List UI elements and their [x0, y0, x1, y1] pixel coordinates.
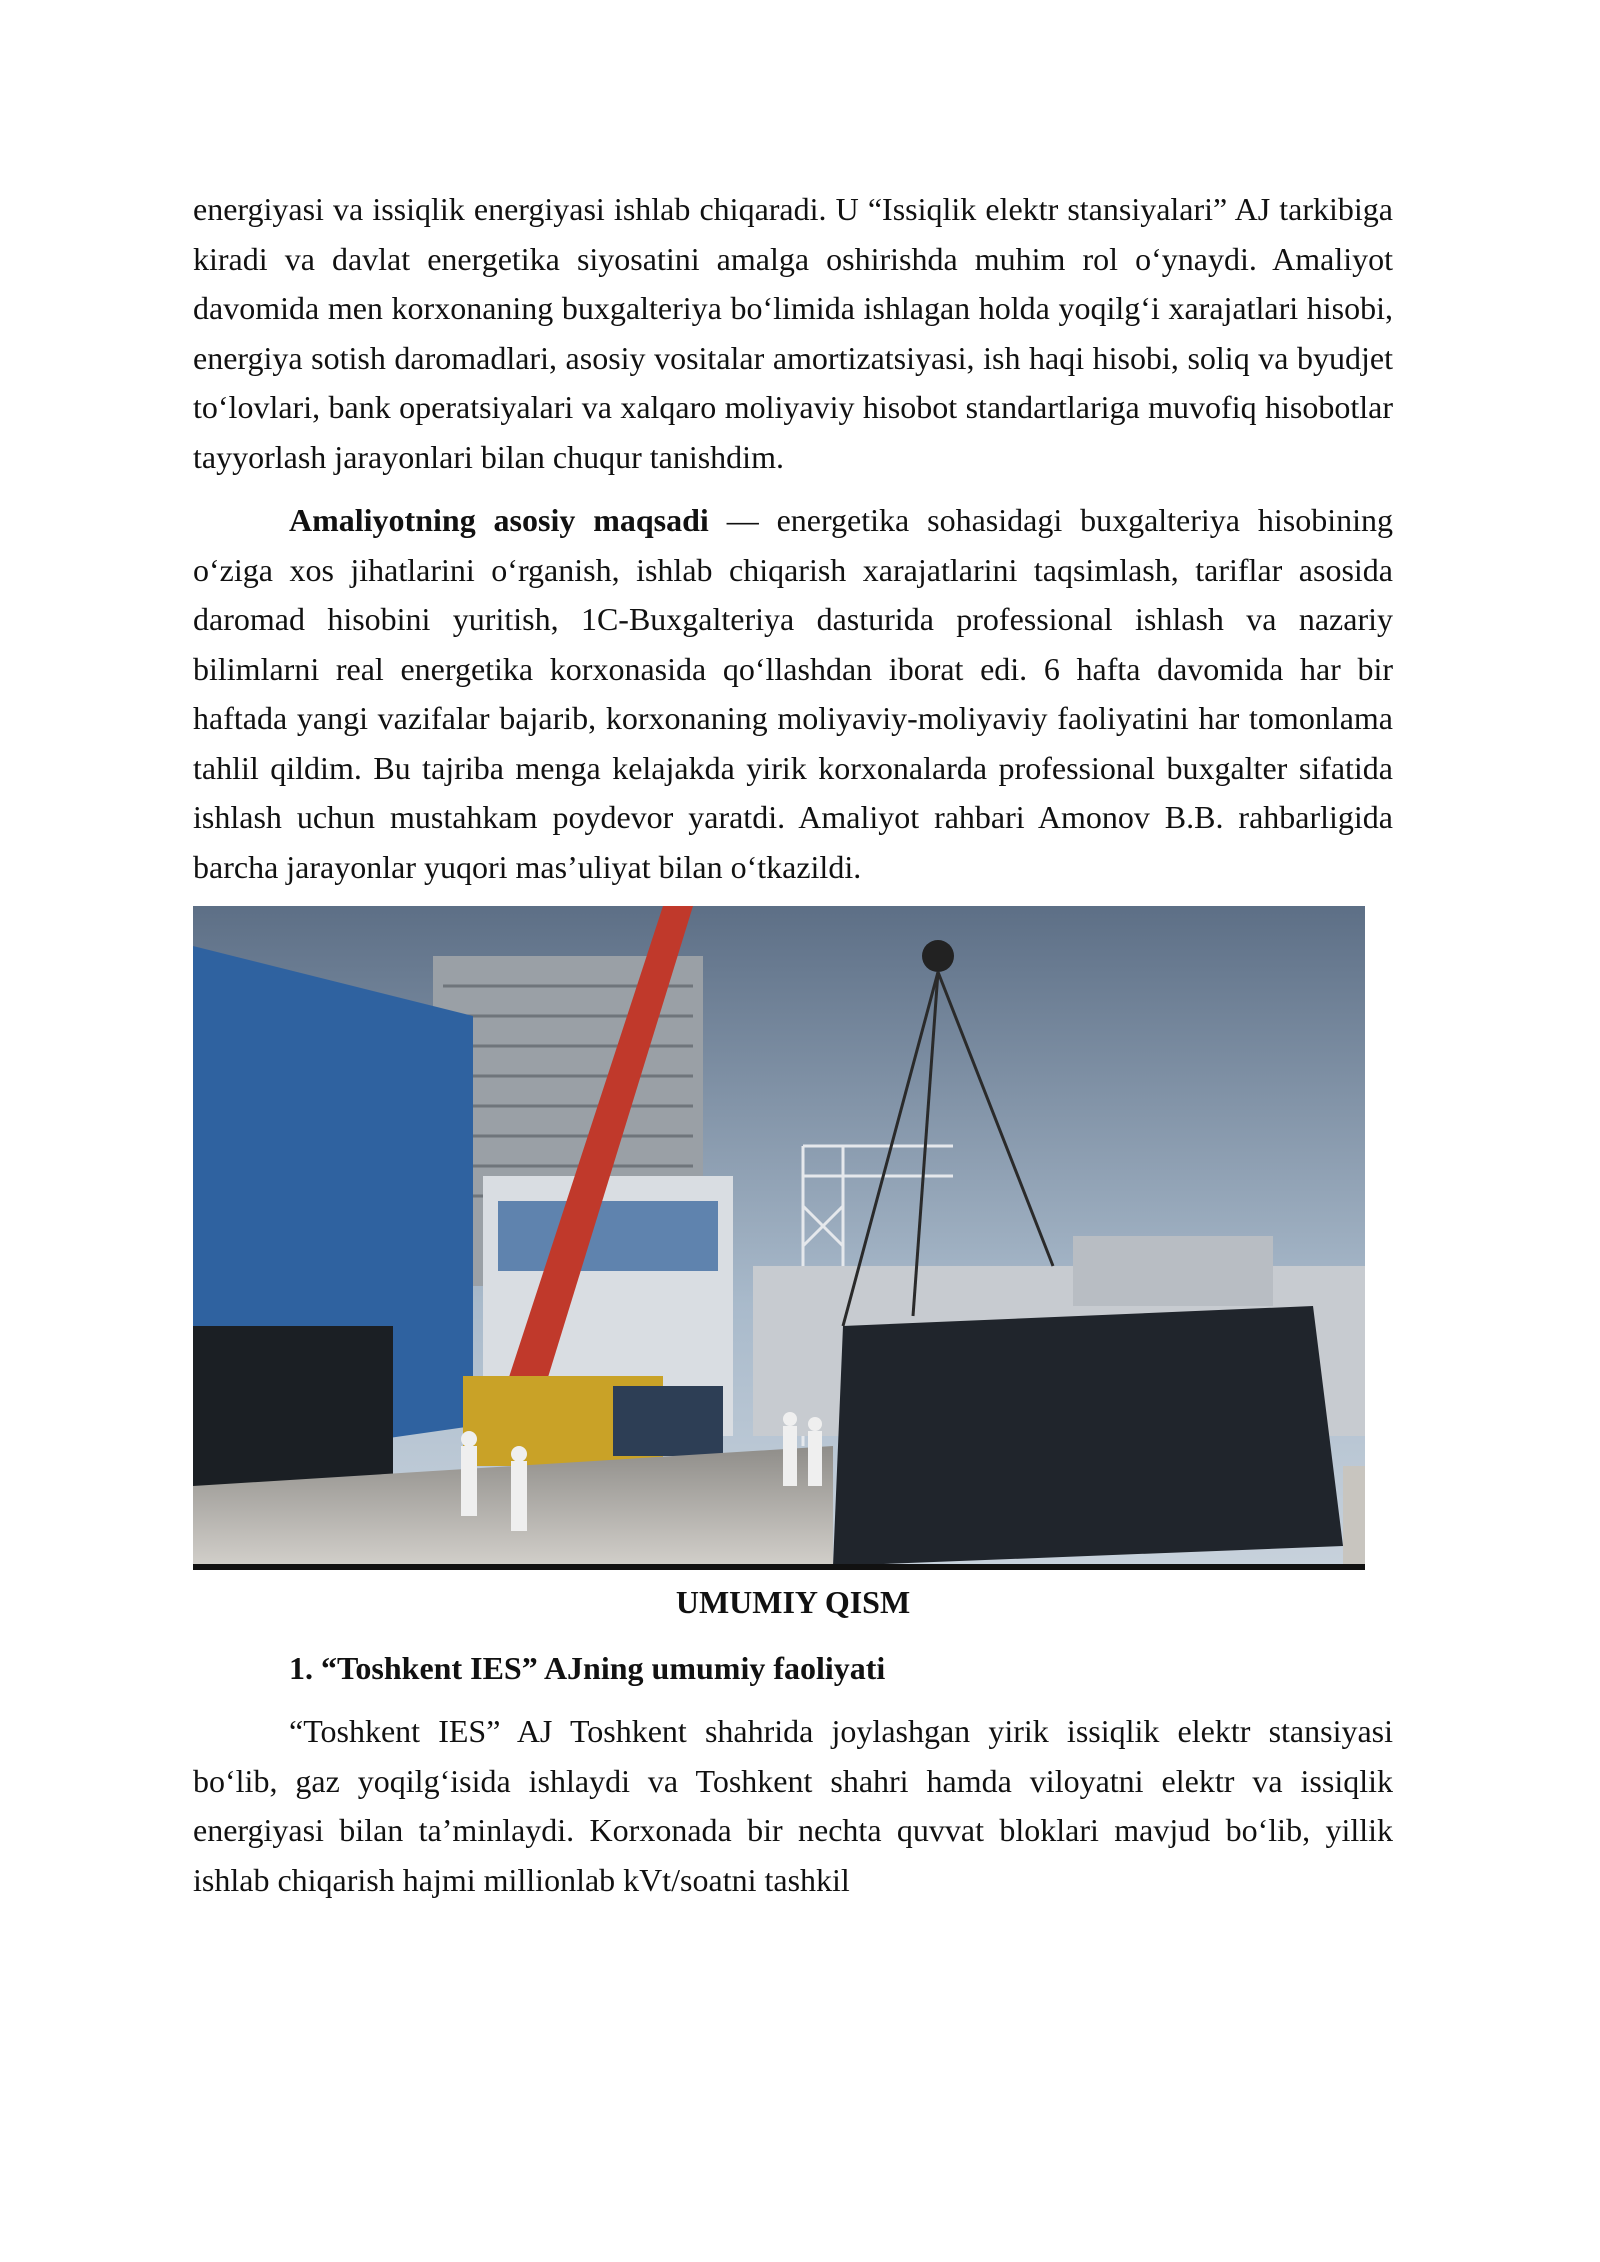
goal-lead-bold: Amaliyotning asosiy maqsadi	[289, 502, 709, 538]
dark-panel	[833, 1306, 1343, 1566]
photo-illustration	[193, 906, 1365, 1570]
section-heading: UMUMIY QISM	[675, 1584, 911, 1620]
paragraph-intro: energiyasi va issiqlik energiyasi ishlab chiqaradi. U “Issiqlik elektr stansiyalari” AJ tarkibiga kiradi va davlat energetika siyosatini amalga oshirishda muhim rol o‘ynaydi. Amaliyot davomida men korxonaning buxgalteriya bo‘limida ishlagan holda yoqilg‘i xarajatlari hisobi, energiya sotish daromadlari, asosiy vositalar amortizatsiyasi, ish haqi hisobi, soliq va byudjet to‘lovlari, bank operatsiyalari va xalqaro moliyaviy hisobot standartlariga muvofiq hisobotlar tayyorlash jarayonlari bilan chuqur tanishdim.	[193, 191, 1393, 475]
document-page	[193, 185, 1393, 1905]
building-sign	[498, 1201, 718, 1271]
subsection-heading: 1. “Toshkent IES” AJning umumiy faoliyati	[289, 1649, 886, 1686]
power-plant-photo	[193, 906, 1365, 1570]
garage-door	[193, 1326, 393, 1486]
photo-border	[193, 1564, 1365, 1570]
goal-text: — energetika sohasidagi buxgalteriya hisobining o‘ziga xos jihatlarini o‘rganish, ishlab chiqarish xarajatlarini taqsimlash, tariflar asosida daromad hisobini yuritish, 1C-Buxgalteriya dasturida professional ishlash va nazariy bilimlarni real energetika korxonasida qo‘llashdan iborat edi. 6 hafta davomida har bir haftada yangi vazifalar bajarib, korxonaning moliyaviy-moliyaviy faoliyatini har tomonlama tahlil qildim. Bu tajriba menga kelajakda yirik korxonalarda professional buxgalter sifatida ishlash uchun mustahkam poydevor yaratdi. Amaliyot rahbari Amonov B.B. rahbarligida barcha jarayonlar yuqori mas’uliyat bilan o‘tkazildi.	[193, 502, 1394, 885]
crane-hook	[922, 940, 954, 972]
paragraph-company: “Toshkent IES” AJ Toshkent shahrida joylashgan yirik issiqlik elektr stansiyasi bo‘lib, gaz yoqilg‘isida ishlaydi va Toshkent shahri hamda viloyatni elektr va issiqlik energiyasi bilan ta’minlaydi. Korxonada bir nechta quvvat bloklari mavjud bo‘lib, yillik ishlab chiqarish hajmi millionlab kVt/soatni tashkil	[193, 1713, 1393, 1898]
paragraph-goal	[193, 496, 1393, 892]
